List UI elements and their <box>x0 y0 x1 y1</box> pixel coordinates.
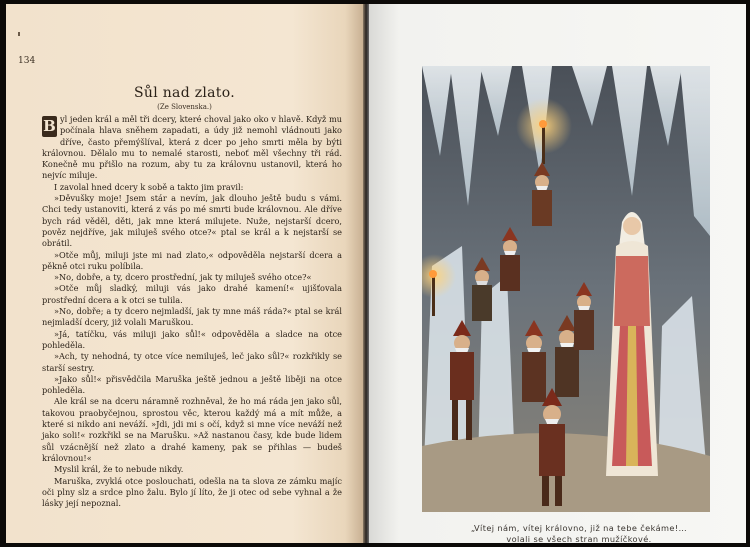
story-subtitle: (Ze Slovenska.) <box>157 103 212 111</box>
story-title: Sůl nad zlato. <box>134 85 235 101</box>
illustration-plate <box>422 66 710 512</box>
drop-cap-initial: B <box>43 117 56 135</box>
paragraph: »Děvušky moje! Jsem stár a nevím, jak dlouho ještě budu s vámi. Chci tedy ustanoviti, která z vás po mé smrti bude královnou. Ale dříve bych rád věděl, děti, jak mne která milujete. Nuže, nejstarší dcero, pověz nejdříve, jak miluješ svého otce?« ptal se král a k nejstarší se obrátil. <box>42 193 342 249</box>
paragraph: Ale král se na dceru náramně rozhněval, že ho má ráda jen jako sůl, takovou praobyčejnou, sprostou věc, kterou každý má a mít může, a které si nikdo ani neváží. »Jdi, jdi mi s očí, když si mne více neváží než jako soli!« rozkřikl se na Marušku. »Až nastanou časy, kde bude lidem sůl vzácnější než zlato a drahé kameny, pak se přihlas — budeš královnou!« <box>42 396 342 463</box>
paragraph: »No, dobře; a ty dcero nejmladší, jak ty mne máš ráda?« ptal se král nejmladší dcery, již volali Maruškou. <box>42 306 342 328</box>
paragraph: I zavolal hned dcery k sobě a takto jim pravil: <box>54 181 244 192</box>
paragraph: »Jako sůl!« přisvědčila Maruška ještě jednou a ještě liběji na otce pohleděla. <box>42 373 342 396</box>
paragraph: »No, dobře, a ty, dcero prostřední, jak ty miluješ svého otce?« <box>54 272 312 283</box>
paragraph: »Otče můj sladký, miluji vás jako drahé kamení!« ujišťovala prostřední dcera a k otci se tulila. <box>42 283 342 305</box>
right-page <box>369 4 746 543</box>
book-spread <box>6 4 746 543</box>
paragraph: B yl jeden král a měl tři dcery, které choval jako oko v hlavě. Když mu počínala hlava sněhem zapadati, a údy již nemohl vládnouti jako dříve, často přemýšlíval, která z dcer po jeho smrti měla by býti královnou. Dělalo mu to nemalé starosti, neboť měl všechny tři rád. Konečně mu přišlo na rozum, aby tu za královnu ustanovil, která ho nejvíc miluje. <box>42 114 342 181</box>
left-page <box>6 4 363 543</box>
page-number: 134 <box>18 56 36 66</box>
paragraph: Myslil král, že to nebude nikdy. <box>54 464 184 475</box>
paragraph: Maruška, zvyklá otce poslouchati, odešla na ta slova ze zámku majíc oči plny slz a srdce plno žalu. Bylo jí líto, že ji otec od sebe vyhnal a že lásky její nepoznal. <box>42 475 342 509</box>
caption-line-2: volali se všech stran mužíčkové. <box>506 534 652 543</box>
caption-line-1: „Vítej nám, vítej královno, již na tebe čekáme!… <box>470 523 688 533</box>
paragraph: »Ach, ty nehodná, ty otce více nemiluješ, leč jako sůl?« rozkřikly se starší sestry. <box>42 351 342 373</box>
ice-cave-illustration <box>422 66 710 512</box>
page-mark <box>18 32 20 36</box>
story-body <box>42 114 342 509</box>
plate-caption <box>429 523 729 543</box>
paragraph: »Otče můj, miluji jste mi nad zlato,« odpověděla nejstarší dcera a pěkně otci ruku políbila. <box>42 249 342 271</box>
paragraph: »Já, tatíčku, vás miluji jako sůl!« odpověděla a sladce na otce pohleděla. <box>42 328 342 350</box>
